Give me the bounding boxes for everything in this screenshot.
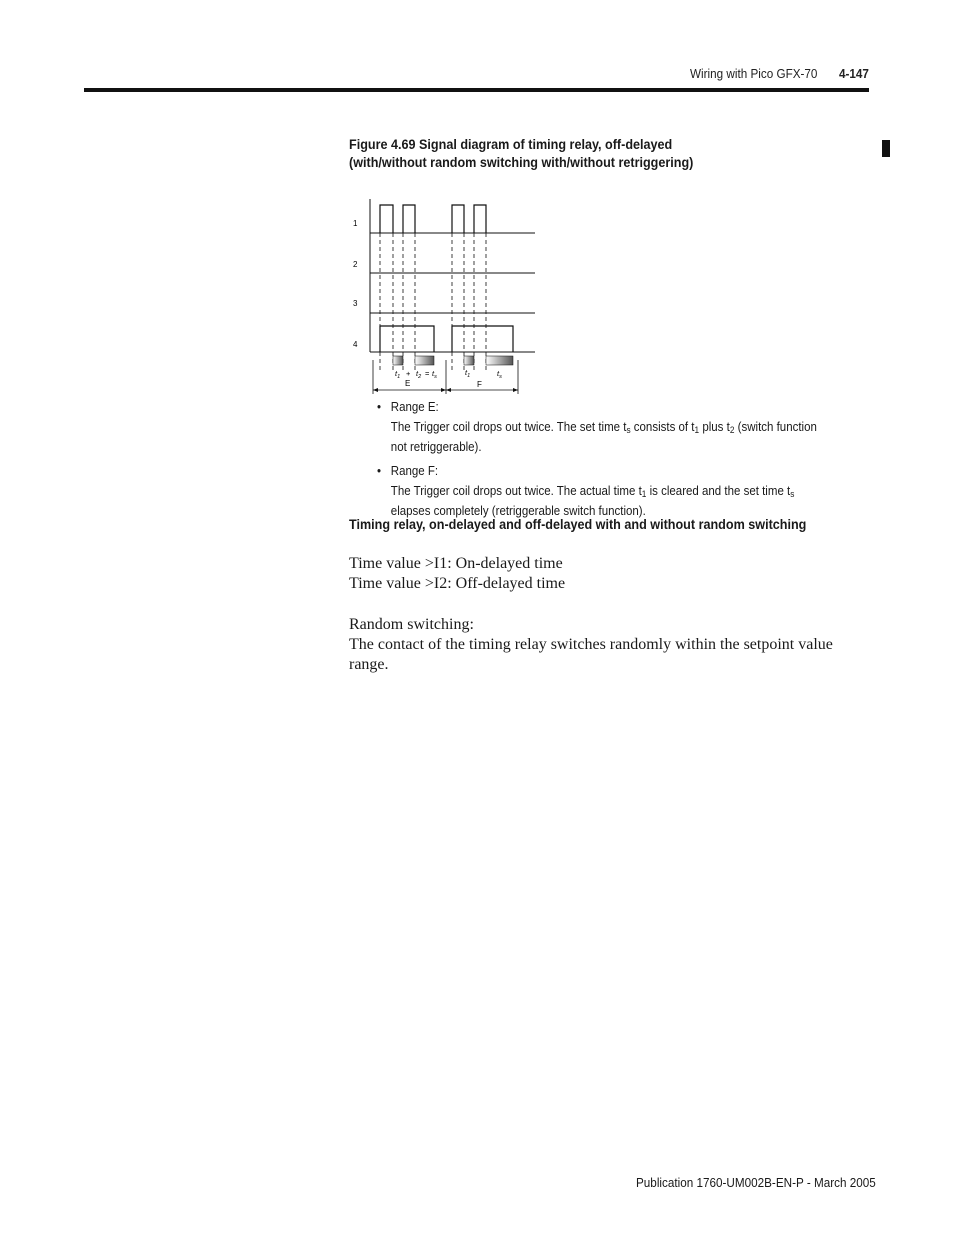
change-bar-mark xyxy=(882,140,890,157)
bullet-range-e-title: Range E: xyxy=(390,400,439,414)
figure-caption xyxy=(349,135,693,171)
time-value-line-1: Time value >I1: On-delayed time xyxy=(349,555,563,572)
random-switching-block xyxy=(349,615,859,675)
figure-caption-line-2: (with/without random switching with/without retriggering) xyxy=(349,154,694,170)
signal-4-output-1 xyxy=(380,326,434,352)
bullet-icon: • xyxy=(377,464,382,478)
range-label-e: E xyxy=(405,379,411,388)
range-e-arrow-left xyxy=(373,388,378,392)
row-label-4: 4 xyxy=(353,340,358,349)
time-value-lines xyxy=(349,554,859,594)
running-header-title: Wiring with Pico GFX-70 xyxy=(690,66,818,81)
page-number: 4-147 xyxy=(839,66,869,81)
time-label-ts-f: $t_s$ xyxy=(497,369,502,380)
range-e-arrow-right xyxy=(441,388,446,392)
row-label-3: 3 xyxy=(353,299,358,308)
time-label-t2-e: $t_2$ xyxy=(416,369,422,380)
random-switching-text: The contact of the timing relay switches randomly within the setpoint value range. xyxy=(349,636,833,673)
time-label-equals: = xyxy=(425,369,430,378)
row-label-2: 2 xyxy=(353,260,358,269)
bullet-range-f xyxy=(377,461,819,521)
ramp-ts-f xyxy=(486,356,513,365)
time-value-line-2: Time value >I2: Off-delayed time xyxy=(349,575,566,592)
time-label-ts-e: $t_s$ xyxy=(432,369,437,380)
bullet-icon: • xyxy=(377,400,382,414)
range-f-arrow-left xyxy=(446,388,451,392)
bullet-range-f-title: Range F: xyxy=(390,464,439,478)
signal-1-pulse-1 xyxy=(380,205,393,233)
publication-footer: Publication 1760-UM002B-EN-P - March 2005 xyxy=(636,1175,876,1190)
range-bullet-list xyxy=(377,397,819,523)
ramp-t2-e xyxy=(415,356,434,365)
ramp-t1-f xyxy=(464,356,474,365)
time-label-t1-e: $t_1$ xyxy=(395,369,401,380)
bullet-range-e-text: The Trigger coil drops out twice. The set time $t_s$ consists of $t_1$ plus $t_2$ (switch function not retriggerable). xyxy=(390,420,817,454)
figure-caption-line-1: Figure 4.69 Signal diagram of timing relay, off-delayed xyxy=(349,136,673,152)
range-label-f: F xyxy=(477,380,482,389)
time-label-plus: + xyxy=(406,369,411,378)
section-heading: Timing relay, on-delayed and off-delayed with and without random switching xyxy=(349,516,807,532)
signal-diagram xyxy=(340,195,545,395)
bullet-range-e xyxy=(377,397,819,457)
random-switching-title: Random switching: xyxy=(349,616,474,633)
header-rule xyxy=(84,88,869,92)
row-label-1: 1 xyxy=(353,219,358,228)
time-label-t1-f: $t_1$ xyxy=(465,368,471,379)
signal-1-pulse-3 xyxy=(452,205,464,233)
dashed-guides xyxy=(380,205,486,370)
signal-1-pulse-2 xyxy=(403,205,415,233)
range-f-arrow-right xyxy=(513,388,518,392)
signal-1-pulse-4 xyxy=(474,205,486,233)
signal-4-output-2 xyxy=(452,326,513,352)
bullet-range-f-text: The Trigger coil drops out twice. The actual time $t_1$ is cleared and the set time $t_s$ elapses completely (retriggerable switch function). xyxy=(390,484,795,518)
ramp-t1-e xyxy=(393,356,403,365)
